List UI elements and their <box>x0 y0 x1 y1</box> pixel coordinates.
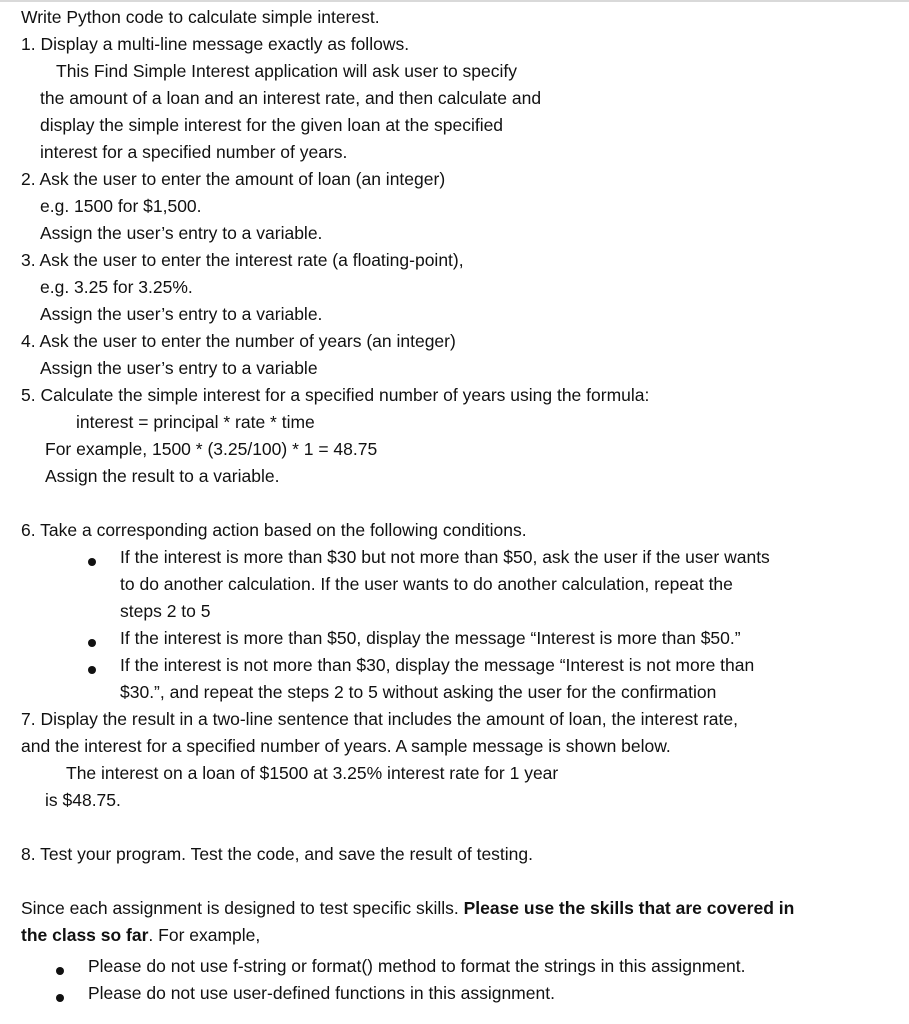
step3-example: e.g. 3.25 for 3.25%. <box>40 277 193 297</box>
closing-line2-plain: . For example, <box>148 925 261 945</box>
step1-message-line-3: display the simple interest for the given loan at the specified <box>40 115 504 135</box>
step7-heading: 7. Display the result in a two-line sentence that includes the amount of loan, the interest rate, <box>21 709 738 729</box>
step1-heading: 1. Display a multi-line message exactly as follows. <box>21 34 410 54</box>
step6-bullet3-line1: If the interest is not more than $30, display the message “Interest is not more than <box>120 655 755 675</box>
bullet-icon <box>56 967 64 975</box>
intro-line: Write Python code to calculate simple interest. <box>21 7 380 27</box>
step2-heading: 2. Ask the user to enter the amount of loan (an integer) <box>21 169 446 189</box>
closing-rule-1: Please do not use f-string or format() method to format the strings in this assignment. <box>88 956 746 976</box>
step5-heading: 5. Calculate the simple interest for a specified number of years using the formula: <box>21 385 650 405</box>
step1-message-line-2: the amount of a loan and an interest rate, and then calculate and <box>40 88 542 108</box>
step6-bullet1-line3: steps 2 to 5 <box>120 601 211 621</box>
step6-bullet2-line1: If the interest is more than $50, display the message “Interest is more than $50.” <box>120 628 741 648</box>
step1-message-line-4: interest for a specified number of years. <box>40 142 348 162</box>
closing-line1 <box>21 895 794 922</box>
step4-heading: 4. Ask the user to enter the number of years (an integer) <box>21 331 456 351</box>
step6-bullet1-line1: If the interest is more than $30 but not more than $50, ask the user if the user wants <box>120 547 770 567</box>
step4-assign: Assign the user’s entry to a variable <box>40 358 318 378</box>
step6-bullet1-line2: to do another calculation. If the user wants to do another calculation, repeat the <box>120 574 733 594</box>
step7-sample-line1: The interest on a loan of $1500 at 3.25% interest rate for 1 year <box>66 763 559 783</box>
top-border <box>0 0 909 2</box>
closing-line2 <box>21 922 260 949</box>
step3-heading: 3. Ask the user to enter the interest rate (a floating-point), <box>21 250 464 270</box>
step5-example: For example, 1500 * (3.25/100) * 1 = 48.75 <box>45 439 378 459</box>
closing-line2-bold: the class so far <box>21 925 149 945</box>
step2-assign: Assign the user’s entry to a variable. <box>40 223 323 243</box>
step5-formula: interest = principal * rate * time <box>76 412 315 432</box>
bullet-icon <box>88 558 96 566</box>
step8-heading: 8. Test your program. Test the code, and save the result of testing. <box>21 844 534 864</box>
closing-line1-plain: Since each assignment is designed to test specific skills. <box>21 898 464 918</box>
bullet-icon <box>56 994 64 1002</box>
step1-message-line-1: This Find Simple Interest application will ask user to specify <box>56 61 518 81</box>
step2-example: e.g. 1500 for $1,500. <box>40 196 202 216</box>
closing-rule-2: Please do not use user-defined functions in this assignment. <box>88 983 555 1003</box>
step5-assign: Assign the result to a variable. <box>45 466 280 486</box>
bullet-icon <box>88 639 96 647</box>
step3-assign: Assign the user’s entry to a variable. <box>40 304 323 324</box>
step7-continuation: and the interest for a specified number of years. A sample message is shown below. <box>21 736 671 756</box>
step6-bullet3-line2: $30.”, and repeat the steps 2 to 5 without asking the user for the confirmation <box>120 682 717 702</box>
bullet-icon <box>88 666 96 674</box>
closing-line1-bold: Please use the skills that are covered in <box>463 898 795 918</box>
step6-heading: 6. Take a corresponding action based on the following conditions. <box>21 520 527 540</box>
step7-sample-line2: is $48.75. <box>45 790 121 810</box>
